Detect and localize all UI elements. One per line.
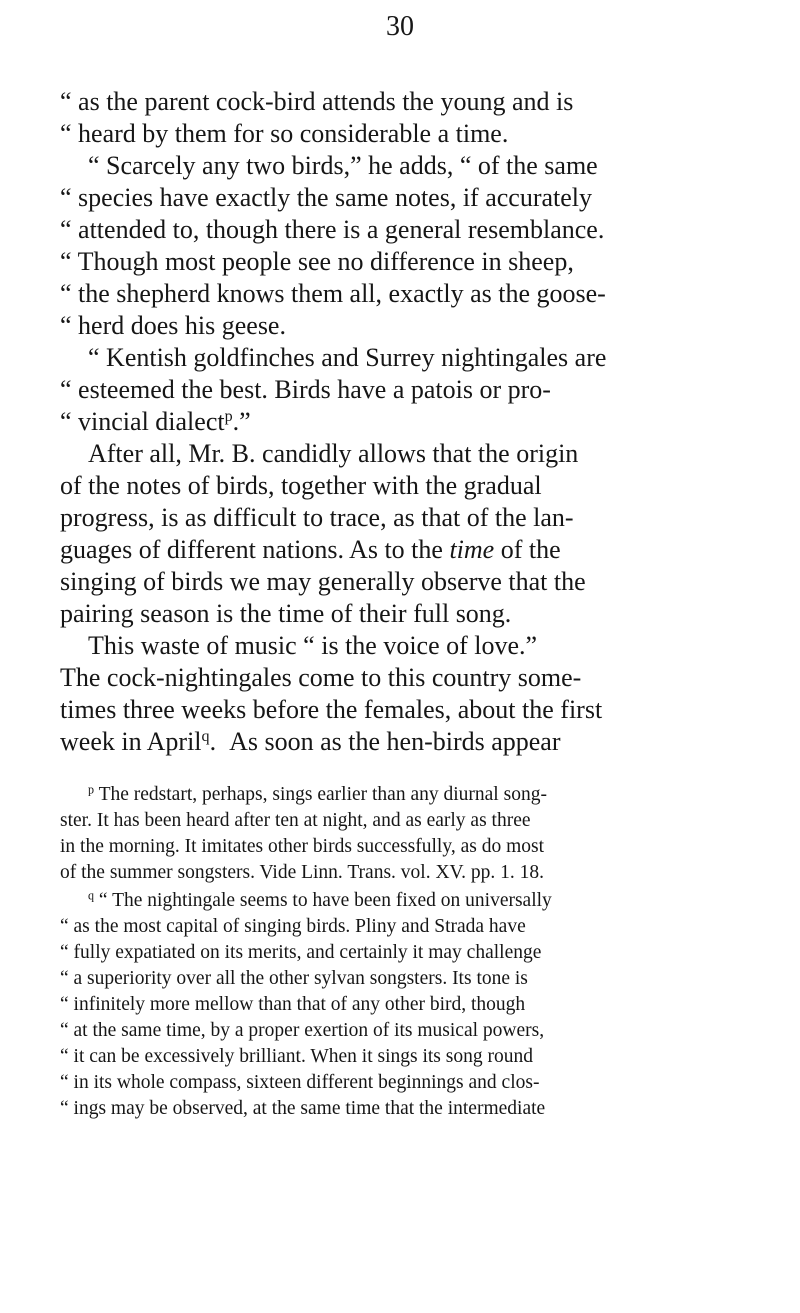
body-line: “ attended to, though there is a general resemblance.: [60, 215, 605, 244]
body-line-text: As soon as the hen-birds appear: [229, 727, 561, 756]
footnote-line: “ as the most capital of singing birds. Pliny and Strada have: [60, 916, 526, 937]
footnote-line: in the morning. It imitates other birds successfully, as do most: [60, 836, 544, 857]
body-line: “ Kentish goldfinches and Surrey nightingales are: [88, 343, 607, 372]
body-line: “ herd does his geese.: [60, 311, 286, 340]
body-line: “ Scarcely any two birds,” he adds, “ of the same: [88, 151, 598, 180]
body-line: “ esteemed the best. Birds have a patois or pro-: [60, 375, 551, 404]
body-line: progress, is as difficult to trace, as that of the lan-: [60, 503, 574, 532]
body-line: times three weeks before the females, about the first: [60, 695, 603, 724]
footnote-line: “ at the same time, by a proper exertion of its musical powers,: [60, 1020, 545, 1041]
body-line: After all, Mr. B. candidly allows that the origin: [88, 439, 579, 468]
body-line: The cock-nightingales come to this country some-: [60, 663, 582, 692]
punctuation: .: [209, 727, 217, 756]
footnote-line: of the summer songsters. Vide Linn. Trans. vol. XV. pp. 1. 18.: [60, 862, 544, 883]
italic-word: time: [449, 535, 495, 564]
body-line: “ species have exactly the same notes, if accurately: [60, 183, 593, 212]
footnote-mark-q: q: [88, 888, 95, 903]
body-line: “ as the parent cock-bird attends the young and is: [60, 87, 574, 116]
footnote-mark-p: p: [88, 782, 95, 797]
page-number: 30: [386, 11, 414, 42]
footnote-line: “ fully expatiated on its merits, and certainly it may challenge: [60, 942, 542, 963]
body-line: This waste of music “ is the voice of love.”: [88, 631, 538, 660]
footnote-line: “ ings may be observed, at the same time that the intermediate: [60, 1098, 546, 1119]
body-line: [60, 534, 561, 566]
body-line: [60, 406, 251, 438]
footnote-ref-q: q: [201, 728, 210, 746]
footnote-line: “ infinitely more mellow than that of any other bird, though: [60, 994, 526, 1015]
body-line: “ Though most people see no difference in sheep,: [60, 247, 574, 276]
body-line-text: guages of different nations. As to the: [60, 535, 443, 564]
body-line-text: “ vincial dialect: [60, 407, 225, 436]
body-line-text: of the: [500, 535, 561, 564]
body-line: [60, 726, 561, 758]
body-line: singing of birds we may generally observe that the: [60, 567, 586, 596]
body-line: pairing season is the time of their full song.: [60, 599, 512, 628]
body-line: “ the shepherd knows them all, exactly as the goose-: [60, 279, 606, 308]
footnote-text: The redstart, perhaps, sings earlier than any diurnal song-: [98, 784, 547, 805]
footnote-line: [88, 782, 547, 808]
footnote-line: [88, 888, 552, 914]
body-line-text: week in April: [60, 727, 202, 756]
footnote-line: “ a superiority over all the other sylvan songsters. Its tone is: [60, 968, 528, 989]
footnote-line: “ in its whole compass, sixteen different beginnings and clos-: [60, 1072, 540, 1093]
body-line: “ heard by them for so considerable a time.: [60, 119, 509, 148]
footnote-line: ster. It has been heard after ten at night, and as early as three: [60, 810, 531, 831]
closing-quote: .”: [232, 407, 251, 436]
footnote-line: “ it can be excessively brilliant. When it sings its song round: [60, 1046, 533, 1067]
footnote-text: “ The nightingale seems to have been fixed on universally: [98, 890, 552, 911]
footnote-ref-p: p: [224, 408, 233, 426]
body-line: of the notes of birds, together with the gradual: [60, 471, 542, 500]
